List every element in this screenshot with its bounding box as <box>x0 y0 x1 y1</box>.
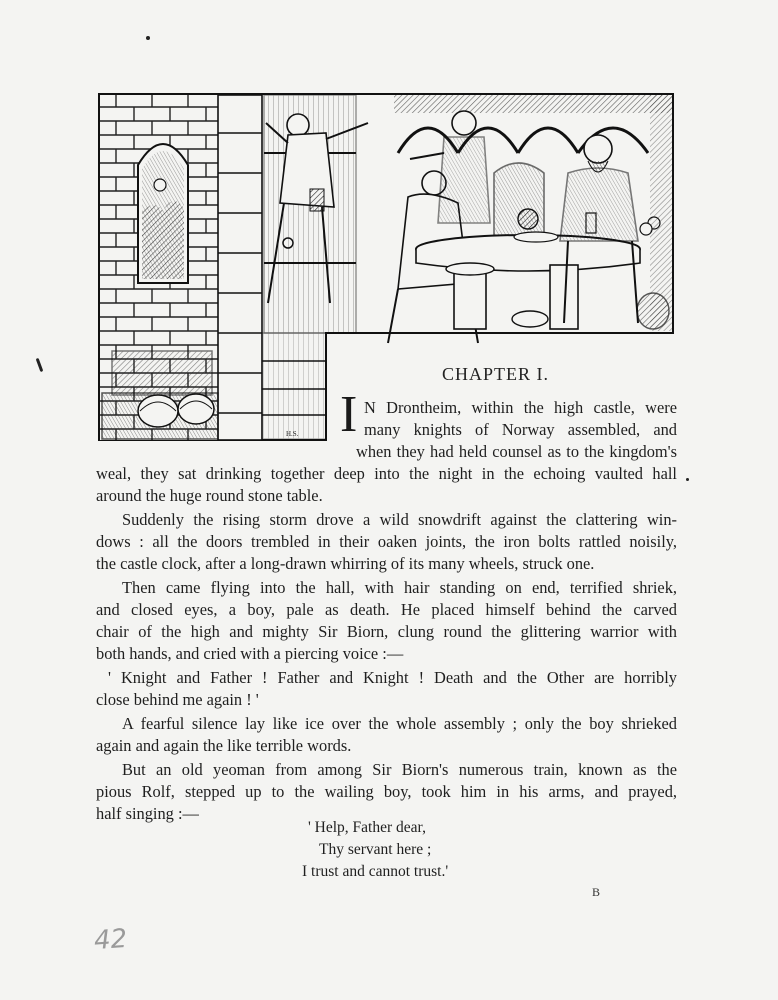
signature-mark: B <box>592 885 601 899</box>
text-line: A fearful silence lay like ice over the whole assembly ; only the boy shrieked <box>122 714 677 733</box>
text-line: around the huge round stone table. <box>96 486 323 505</box>
text-line: many knights of Norway assembled, and <box>364 420 677 439</box>
text-line: half singing :— <box>96 804 199 823</box>
text-line: N Drontheim, within the high castle, were <box>364 398 677 417</box>
drop-cap-letter: I <box>340 386 358 443</box>
chapter-heading: CHAPTER I. <box>442 364 550 384</box>
text-line: dows : all the doors trembled in their oaken joints, the iron bolts rattled noisily, <box>96 532 677 551</box>
text-line: pious Rolf, stepped up to the wailing boy, took him in his arms, and prayed, <box>96 782 677 801</box>
engraver-monogram: H.S. <box>286 430 299 438</box>
text-line: and closed eyes, a boy, pale as death. He placed himself behind the carved <box>96 600 677 619</box>
woodcut-engraving <box>98 93 674 441</box>
ink-speck <box>146 36 150 40</box>
text-line: the castle clock, after a long-drawn whirring of its many wheels, struck one. <box>96 554 595 573</box>
verse-line: I trust and cannot trust.' <box>302 863 449 880</box>
text-line: both hands, and cried with a piercing voice :— <box>96 644 404 663</box>
verse-line: ' Help, Father dear, <box>308 819 426 836</box>
chapter-illustration <box>98 93 674 441</box>
text-line: ' Knight and Father ! Father and Knight ! Death and the Other are horribly <box>108 668 677 687</box>
text-line: Then came flying into the hall, with hair standing on end, terrified shriek, <box>122 578 677 597</box>
ink-speck <box>36 358 44 372</box>
text-line: weal, they sat drinking together deep into the night in the echoing vaulted hall <box>96 464 677 483</box>
verse-line: Thy servant here ; <box>319 841 432 858</box>
text-line: But an old yeoman from among Sir Biorn's numerous train, known as the <box>122 760 677 779</box>
text-line: Suddenly the rising storm drove a wild snowdrift against the clattering win- <box>122 510 677 529</box>
handwritten-page-number: 42 <box>92 923 129 957</box>
text-line: again and again the like terrible words. <box>96 736 352 755</box>
text-line: when they had held counsel as to the kingdom's <box>356 442 677 461</box>
ink-speck <box>686 478 689 481</box>
text-line: chair of the high and mighty Sir Biorn, clung round the glittering warrior with <box>96 622 677 641</box>
text-line: close behind me again ! ' <box>96 690 259 709</box>
